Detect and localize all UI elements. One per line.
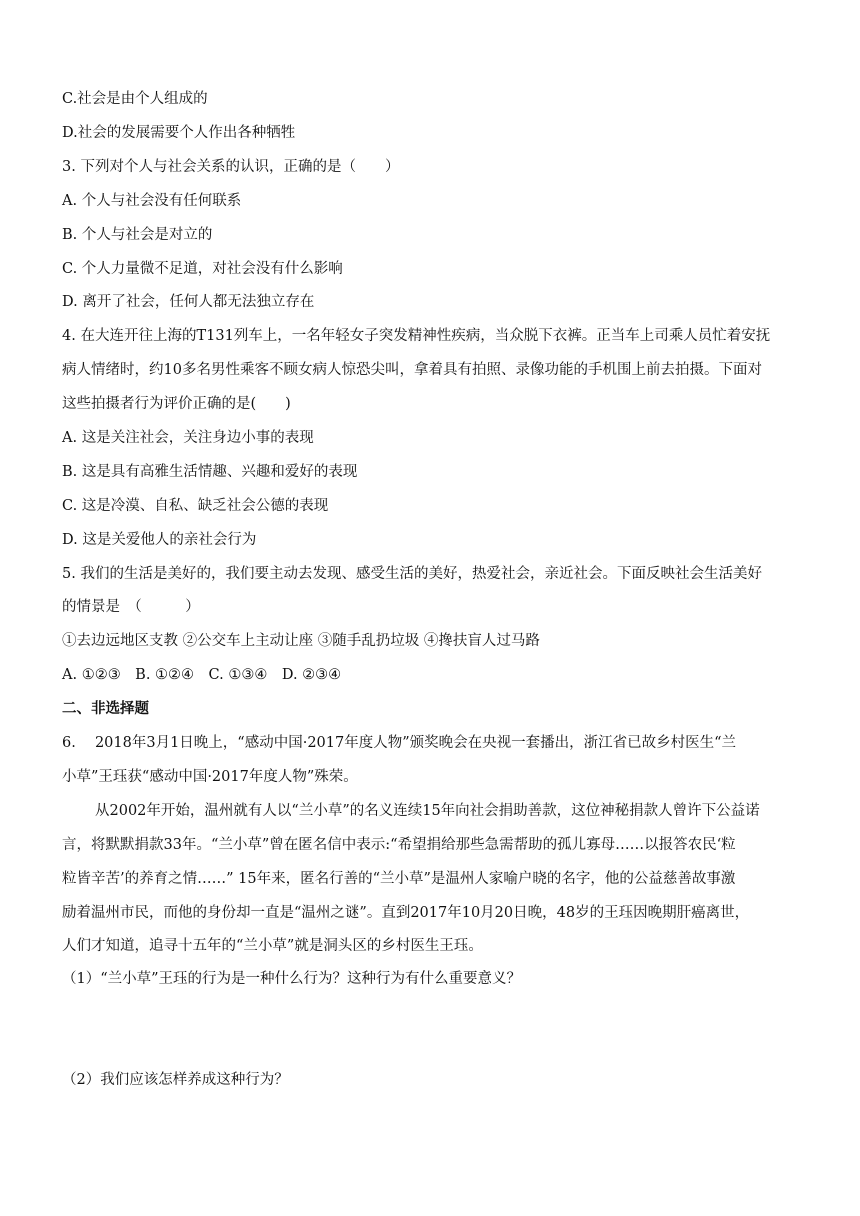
sub-question-1: （1）“兰小草”王珏的行为是一种什么行为？这种行为有什么重要意义？ <box>62 971 522 987</box>
question-4-stem-line1: 4. 在大连开往上海的T131列车上，一名年轻女子突发精神性疾病，当众脱下衣裤。正当车上司乘人员忙着安抚 <box>62 328 771 344</box>
material-paragraph-line4: 励着温州市民，而他的身份却一直是“温州之谜”。直到2017年10月20日晚，48岁的王珏因晚期肝癌离世， <box>62 905 750 921</box>
question-5-options: A. ①②③ B. ①②④ C. ①③④ D. ②③④ <box>62 667 342 683</box>
option-a-q3: A. 个人与社会没有任何联系 <box>62 193 242 209</box>
question-4-stem-line2: 病人情绪时，约10多名男性乘客不顾女病人惊恐尖叫，拿着具有拍照、录像功能的手机围上前去拍摄。下面对 <box>62 362 762 378</box>
question-6-intro-line2: 小草”王珏获“感动中国·2017年度人物”殊荣。 <box>62 769 358 785</box>
option-c-q4: C. 这是冷漠、自私、缺乏社会公德的表现 <box>62 498 329 514</box>
sub-question-2: （2）我们应该怎样养成这种行为？ <box>62 1072 289 1088</box>
option-c-q3: C. 个人力量微不足道，对社会没有什么影响 <box>62 261 343 277</box>
option-d-q4: D. 这是关爱他人的亲社会行为 <box>62 532 257 548</box>
question-5-items: ①去边远地区支教 ②公交车上主动让座 ③随手乱扔垃圾 ④搀扶盲人过马路 <box>62 633 540 649</box>
question-6-intro-line1: 6. 2018年3月1日晚上，“感动中国·2017年度人物”颁奖晚会在央视一套播出，浙江省已故乡村医生“兰 <box>62 735 737 751</box>
material-paragraph-line5: 人们才知道，追寻十五年的“兰小草”就是洞头区的乡村医生王珏。 <box>62 938 483 954</box>
question-4-stem-line3: 这些拍摄者行为评价正确的是( ) <box>62 396 291 412</box>
option-c-q2: C.社会是由个人组成的 <box>62 91 208 107</box>
option-b-q3: B. 个人与社会是对立的 <box>62 227 213 243</box>
option-a-q4: A. 这是关注社会，关注身边小事的表现 <box>62 430 314 446</box>
option-d-q3: D. 离开了社会，任何人都无法独立存在 <box>62 294 315 310</box>
question-3-stem: 3. 下列对个人与社会关系的认识，正确的是（ ） <box>62 159 400 175</box>
section-heading-non-choice: 二、非选择题 <box>62 700 149 717</box>
material-paragraph-line2: 言，将默默捐款33年。“兰小草”曾在匿名信中表示:“希望捐给那些急需帮助的孤儿寡母……以报答农民‘粒 <box>62 837 736 853</box>
material-paragraph-line3: 粒皆辛苦’的养育之情……” 15年来，匿名行善的“兰小草”是温州人家喻户晓的名字，他的公益慈善故事激 <box>62 871 736 887</box>
material-paragraph-line1: 从2002年开始，温州就有人以“兰小草”的名义连续15年向社会捐助善款，这位神秘捐款人曾许下公益诺 <box>95 803 760 819</box>
option-d-q2: D.社会的发展需要个人作出各种牺牲 <box>62 125 296 141</box>
option-b-q4: B. 这是具有高雅生活情趣、兴趣和爱好的表现 <box>62 464 358 480</box>
question-5-stem-line1: 5. 我们的生活是美好的，我们要主动去发现、感受生活的美好，热爱社会，亲近社会。下面反映社会生活美好 <box>62 566 762 582</box>
question-5-stem-line2: 的情景是 （ ） <box>62 599 200 615</box>
